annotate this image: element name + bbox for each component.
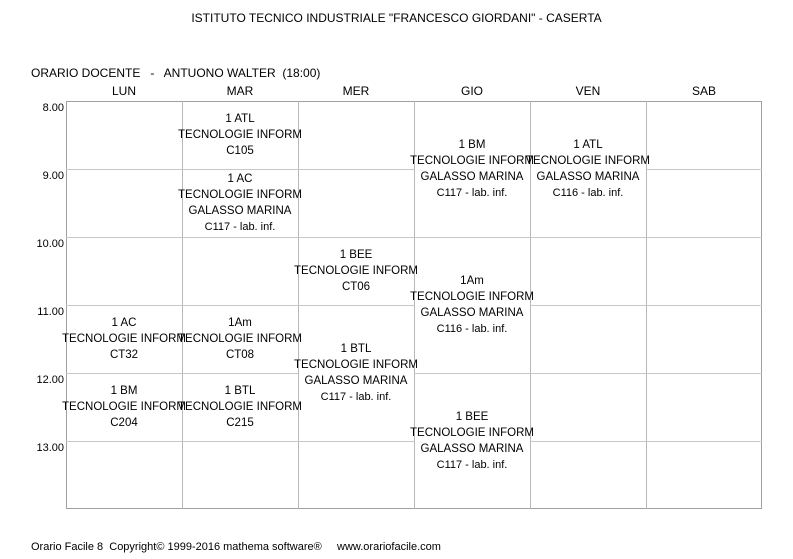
lesson-detail: TECNOLOGIE INFORM bbox=[62, 401, 186, 413]
row-divider bbox=[66, 237, 182, 238]
lesson-detail: TECNOLOGIE INFORM bbox=[294, 359, 418, 371]
lesson-detail: GALASSO MARINA bbox=[420, 171, 524, 183]
row-divider bbox=[646, 441, 762, 442]
lesson-room: C117 - lab. inf. bbox=[436, 187, 508, 199]
lesson-cell-gio[interactable] bbox=[410, 237, 534, 373]
lesson-cell-mar[interactable] bbox=[178, 101, 302, 169]
lesson-cell-lun[interactable] bbox=[62, 305, 186, 373]
day-header-mar: MAR bbox=[226, 84, 254, 98]
lesson-room: C204 bbox=[110, 417, 138, 429]
lesson-cell-ven[interactable] bbox=[526, 101, 650, 237]
lesson-room: C117 - lab. inf. bbox=[204, 221, 276, 233]
lesson-detail: TECNOLOGIE INFORM bbox=[178, 401, 302, 413]
lesson-class: 1 BTL bbox=[224, 385, 256, 397]
lesson-room: C116 - lab. inf. bbox=[436, 323, 508, 335]
day-header-ven: VEN bbox=[575, 84, 601, 98]
day-header-mer: MER bbox=[342, 84, 370, 98]
lesson-room: C117 - lab. inf. bbox=[436, 459, 508, 471]
lesson-detail: TECNOLOGIE INFORM bbox=[410, 155, 534, 167]
lesson-detail: TECNOLOGIE INFORM bbox=[410, 427, 534, 439]
row-divider bbox=[646, 169, 762, 170]
lesson-cell-mar[interactable] bbox=[178, 305, 302, 373]
lesson-class: 1 BM bbox=[458, 139, 486, 151]
lesson-class: 1 BM bbox=[110, 385, 138, 397]
lesson-room: CT08 bbox=[225, 349, 255, 361]
lesson-detail: TECNOLOGIE INFORM bbox=[178, 129, 302, 141]
lesson-class: 1 ATL bbox=[225, 113, 255, 125]
lesson-cell-gio[interactable] bbox=[410, 373, 534, 509]
lesson-detail: TECNOLOGIE INFORM bbox=[294, 265, 418, 277]
lesson-detail: GALASSO MARINA bbox=[188, 205, 292, 217]
lesson-class: 1Am bbox=[460, 275, 484, 287]
lesson-class: 1 BEE bbox=[339, 249, 373, 261]
day-header-sab: SAB bbox=[691, 84, 716, 98]
page-title: ISTITUTO TECNICO INDUSTRIALE "FRANCESCO GIORDANI" - CASERTA bbox=[191, 11, 602, 25]
lesson-class: 1 BEE bbox=[455, 411, 489, 423]
lesson-detail: TECNOLOGIE INFORM bbox=[526, 155, 650, 167]
lesson-detail: TECNOLOGIE INFORM bbox=[178, 333, 302, 345]
lesson-class: 1 AC bbox=[227, 173, 253, 185]
lesson-room: C117 - lab. inf. bbox=[320, 391, 392, 403]
row-divider bbox=[646, 237, 762, 238]
row-divider bbox=[182, 237, 298, 238]
row-divider bbox=[298, 169, 414, 170]
hour-label: 12.00 bbox=[36, 374, 64, 386]
lesson-cell-mar[interactable] bbox=[178, 373, 302, 441]
row-divider bbox=[530, 441, 646, 442]
row-divider bbox=[646, 373, 762, 374]
lesson-detail: TECNOLOGIE INFORM bbox=[178, 189, 302, 201]
lesson-room: C215 bbox=[226, 417, 254, 429]
row-divider bbox=[298, 441, 414, 442]
lesson-detail: GALASSO MARINA bbox=[420, 307, 524, 319]
row-divider bbox=[530, 237, 646, 238]
lesson-cell-mer[interactable] bbox=[294, 237, 418, 305]
lesson-room: C105 bbox=[226, 145, 254, 157]
lesson-detail: GALASSO MARINA bbox=[420, 443, 524, 455]
hour-label: 13.00 bbox=[36, 442, 64, 454]
lesson-room: CT32 bbox=[109, 349, 139, 361]
lesson-class: 1 AC bbox=[111, 317, 137, 329]
day-header-lun: LUN bbox=[111, 84, 136, 98]
lesson-detail: GALASSO MARINA bbox=[536, 171, 640, 183]
lesson-cell-gio[interactable] bbox=[410, 101, 534, 237]
lesson-cell-lun[interactable] bbox=[62, 373, 186, 441]
footer-copyright: Orario Facile 8 Copyright© 1999-2016 mathema software® www.orariofacile.com bbox=[31, 541, 441, 553]
hour-label: 10.00 bbox=[36, 238, 64, 250]
row-divider bbox=[530, 373, 646, 374]
row-divider bbox=[182, 441, 298, 442]
hour-label: 11.00 bbox=[37, 306, 64, 318]
lesson-class: 1 BTL bbox=[340, 343, 372, 355]
lesson-room: C116 - lab. inf. bbox=[552, 187, 624, 199]
lesson-room: CT06 bbox=[341, 281, 371, 293]
row-divider bbox=[530, 305, 646, 306]
lesson-detail: GALASSO MARINA bbox=[304, 375, 408, 387]
teacher-schedule-subtitle: ORARIO DOCENTE - ANTUONO WALTER (18:00) bbox=[31, 66, 321, 80]
lesson-detail: TECNOLOGIE INFORM bbox=[62, 333, 186, 345]
row-divider bbox=[66, 441, 182, 442]
lesson-class: 1 ATL bbox=[573, 139, 603, 151]
lesson-class: 1Am bbox=[228, 317, 252, 329]
lesson-detail: TECNOLOGIE INFORM bbox=[410, 291, 534, 303]
row-divider bbox=[646, 305, 762, 306]
lesson-cell-mer[interactable] bbox=[294, 305, 418, 441]
row-divider bbox=[66, 169, 182, 170]
hour-label: 9.00 bbox=[42, 170, 64, 182]
hour-label: 8.00 bbox=[42, 102, 64, 114]
day-header-gio: GIO bbox=[460, 84, 483, 98]
lesson-cell-mar[interactable] bbox=[178, 169, 302, 237]
